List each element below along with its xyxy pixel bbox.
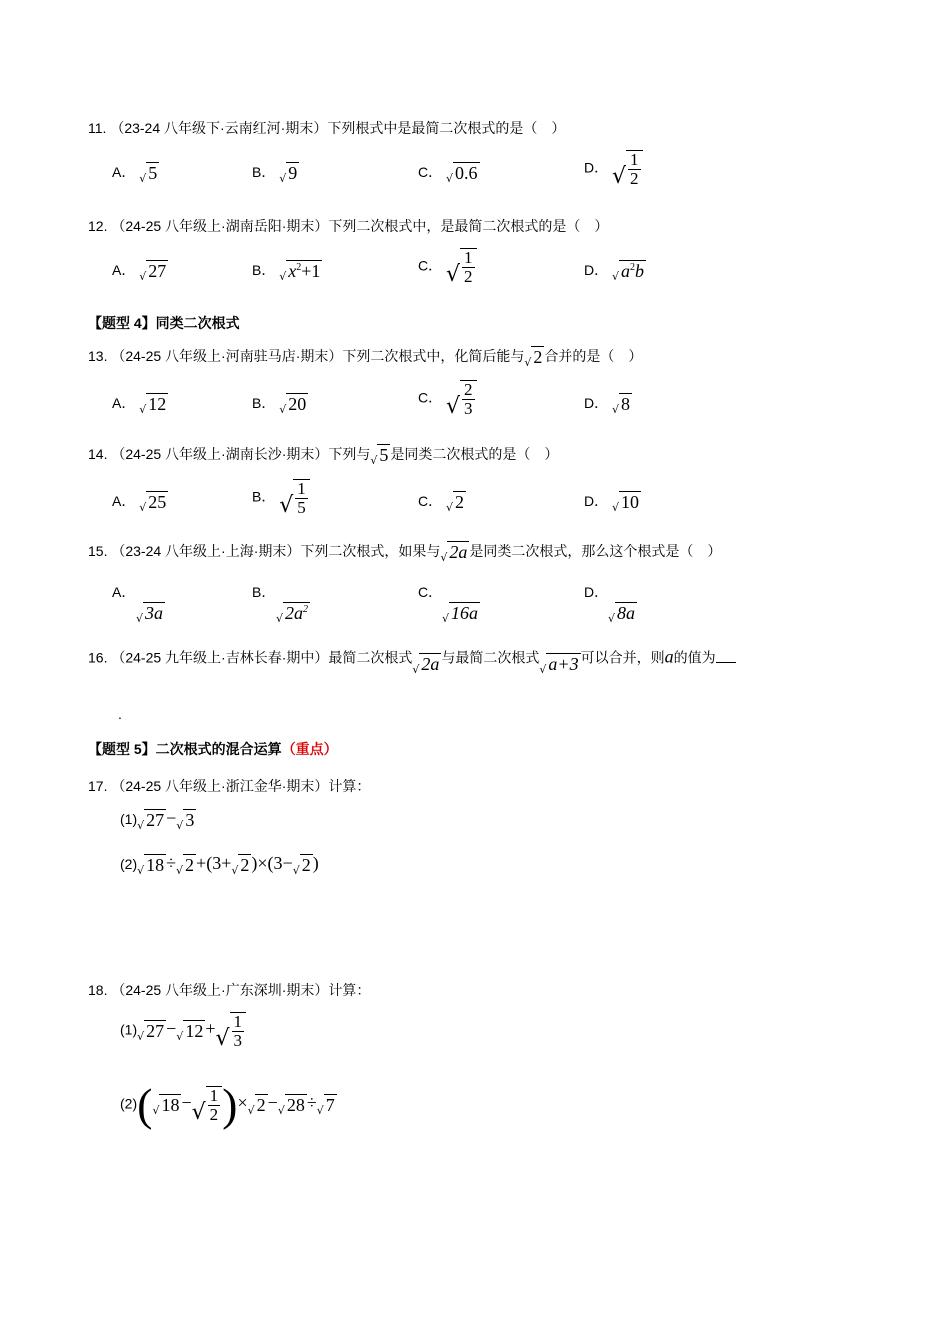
operator: ÷ (166, 853, 177, 873)
paren-close: ) (222, 1079, 238, 1130)
subquestion-label: (1) (120, 811, 138, 827)
question-text: （24-25 九年级上·吉林长春·期中）最简二次根式 (111, 649, 413, 666)
radical: √ $\frac{1}{2}$ (446, 248, 477, 286)
question-text-end: 的值为 (673, 649, 716, 666)
question-number: 15. (88, 543, 108, 559)
radical: √ 27 (137, 810, 165, 833)
option-c (418, 582, 480, 624)
question-16 (88, 643, 736, 675)
operator: + (196, 853, 207, 873)
radical: √ 2 (292, 855, 311, 878)
radical: √ 2 (247, 1095, 266, 1117)
radical: √ $x^2+1$ (279, 261, 321, 284)
option-d (584, 393, 632, 415)
fraction: $\frac{2}{3}$ (464, 380, 473, 418)
radical: √ a+3 (539, 654, 579, 676)
question-number: 16. (88, 649, 108, 666)
question-11 (88, 118, 565, 138)
option-a (112, 393, 168, 415)
radical: √ 12 (139, 394, 167, 417)
radical: √ 7 (316, 1095, 335, 1117)
question-text: （24-25 八年级上·浙江金华·期末）计算： (111, 778, 371, 794)
answer-blank-end: . (118, 706, 122, 722)
fraction: $\frac{1}{2}$ (209, 1086, 219, 1124)
option-c (418, 162, 480, 184)
paren-close: ) (251, 853, 258, 873)
paren-open: ( (206, 853, 213, 873)
subquestion-18-1 (120, 1012, 246, 1050)
question-text: （24-25 八年级上·湖南长沙·期末）下列与 (111, 446, 371, 462)
subquestion-18-2 (120, 1079, 337, 1130)
operator: + (205, 1018, 216, 1039)
subquestion-label: (2) (120, 1095, 138, 1112)
option-label: B． (252, 395, 276, 411)
radical: √ 0.6 (446, 163, 478, 186)
question-text-end: 是同类二次根式，那么这个根式是（ ） (469, 543, 722, 559)
question-18 (88, 980, 370, 1000)
option-d (584, 491, 641, 513)
paren-open: ( (267, 853, 274, 873)
option-label: B． (252, 262, 276, 278)
option-label: D． (584, 493, 609, 509)
operator: − (181, 1092, 192, 1113)
option-label: A． (112, 262, 136, 278)
answer-blank[interactable] (716, 648, 736, 663)
radical: √ 10 (612, 492, 640, 515)
option-b (252, 479, 310, 517)
question-text: （24-25 八年级上·广东深圳·期末）计算： (111, 982, 371, 998)
question-number: 14. (88, 446, 108, 462)
question-14 (88, 444, 558, 466)
option-a (112, 260, 168, 282)
fraction: $\frac{1}{5}$ (297, 479, 306, 517)
question-number: 18. (88, 982, 108, 998)
question-number: 17. (88, 778, 108, 794)
question-text-end: 是同类二次根式的是（ ） (390, 446, 559, 462)
radical: √ 2 (176, 855, 195, 878)
option-label: A． (112, 493, 136, 509)
radical: √ 9 (279, 163, 298, 186)
question-text-mid: 与最简二次根式 (441, 649, 540, 666)
option-label: D． (584, 262, 609, 278)
option-d (584, 260, 646, 282)
radical: √ 25 (139, 492, 167, 515)
option-label: C． (418, 164, 443, 180)
radical: √ 2 (446, 492, 465, 515)
subquestion-label: (1) (120, 1021, 138, 1038)
radical: √ 20 (279, 394, 307, 417)
option-label: C． (418, 493, 443, 509)
radical: √ $\frac{1}{2}$ (192, 1086, 223, 1124)
radical: √ 3a (136, 603, 164, 625)
question-number: 13. (88, 348, 108, 364)
option-label: B． (252, 164, 276, 180)
question-text-end: 合并的是（ ） (544, 348, 643, 364)
radical: √ 3 (176, 810, 195, 833)
radical: √ 18 (137, 855, 165, 878)
question-number: 11. (88, 120, 107, 136)
option-label: B． (252, 584, 276, 600)
question-text: （24-25 八年级上·河南驻马店·期末）下列二次根式中，化简后能与 (111, 348, 525, 364)
radical: √ $\frac{2}{3}$ (446, 380, 477, 418)
variable: a (664, 646, 674, 667)
operator: − (166, 808, 177, 828)
radical: √ 8a (608, 603, 636, 625)
number: 3 (212, 853, 222, 873)
operator: ÷ (306, 1092, 317, 1113)
question-17 (88, 776, 370, 796)
option-a (112, 162, 159, 184)
radical: √ $\frac{1}{2}$ (612, 150, 643, 188)
option-label: D． (584, 584, 609, 600)
option-c (418, 491, 466, 513)
operator: × (237, 1092, 248, 1113)
option-label: C． (418, 584, 443, 600)
radical: √ $\frac{1}{3}$ (215, 1012, 246, 1050)
option-label: A． (112, 584, 136, 600)
question-text: （23-24 八年级下·云南红河·期末）下列根式中是最简二次根式的是（ ） (110, 120, 566, 136)
option-d (584, 150, 643, 188)
question-number: 12. (88, 218, 108, 234)
radical: √ 2 (231, 855, 250, 878)
option-d (584, 582, 637, 624)
paren-open: ( (137, 1079, 153, 1130)
operator: − (267, 1092, 278, 1113)
radical: √ 5 (370, 445, 389, 468)
option-label: D． (584, 159, 609, 176)
radical: √ $2a^2$ (276, 603, 309, 625)
question-text: （24-25 八年级上·湖南岳阳·期末）下列二次根式中，是最简二次根式的是（ ） (111, 218, 609, 234)
subquestion-17-2: (2) √ 18 ÷ √ 2 +(3+ √ 2 )×(3− √ 2 ) (120, 853, 319, 878)
option-c (418, 248, 477, 286)
option-label: A． (112, 164, 136, 180)
radical: √ $\frac{1}{5}$ (279, 479, 310, 517)
paren-close: ) (312, 853, 319, 873)
radical: √ 2a (440, 542, 468, 565)
section-heading-5 (88, 739, 338, 759)
radical: √ 2 (524, 347, 543, 370)
option-a (112, 491, 168, 513)
operator: − (282, 853, 293, 873)
question-text: （23-24 八年级上·上海·期末）下列二次根式，如果与 (111, 543, 441, 559)
radical: √ 28 (277, 1095, 305, 1117)
option-b (252, 582, 310, 624)
option-label: B． (252, 488, 276, 505)
option-b (252, 393, 308, 415)
radical: √ 16a (442, 603, 479, 625)
section-heading-4: 【题型 4】同类二次根式 (88, 315, 240, 331)
option-label: A． (112, 395, 136, 411)
section-title: 【题型 5】二次根式的混合运算 (88, 741, 282, 757)
question-15 (88, 541, 721, 563)
radical: √ 18 (152, 1095, 180, 1117)
radical: √ 8 (612, 394, 631, 417)
question-13 (88, 346, 642, 368)
option-c (418, 380, 477, 418)
option-a (112, 582, 165, 624)
operator: − (166, 1018, 177, 1039)
radical: √ 2a (412, 654, 440, 676)
radical: √ 5 (139, 163, 158, 186)
radical: √ 12 (176, 1021, 204, 1043)
fraction: $\frac{1}{2}$ (464, 248, 473, 286)
subquestion-label: (2) (120, 856, 138, 872)
question-12 (88, 216, 608, 236)
operator: × (257, 853, 268, 873)
fraction: $\frac{1}{3}$ (233, 1012, 242, 1050)
section-emphasis: （重点） (281, 741, 338, 757)
radical: √ $a^2b$ (612, 261, 645, 284)
option-b (252, 162, 299, 184)
number: 3 (273, 853, 283, 873)
option-label: C． (418, 257, 443, 274)
question-text-mid2: 可以合并，则 (580, 649, 665, 666)
radical: √ 27 (139, 261, 167, 284)
option-label: C． (418, 389, 443, 406)
option-label: D． (584, 395, 609, 411)
subquestion-17-1 (120, 808, 196, 831)
fraction: $\frac{1}{2}$ (630, 150, 639, 188)
option-b (252, 260, 322, 282)
radical: √ 27 (137, 1021, 165, 1043)
